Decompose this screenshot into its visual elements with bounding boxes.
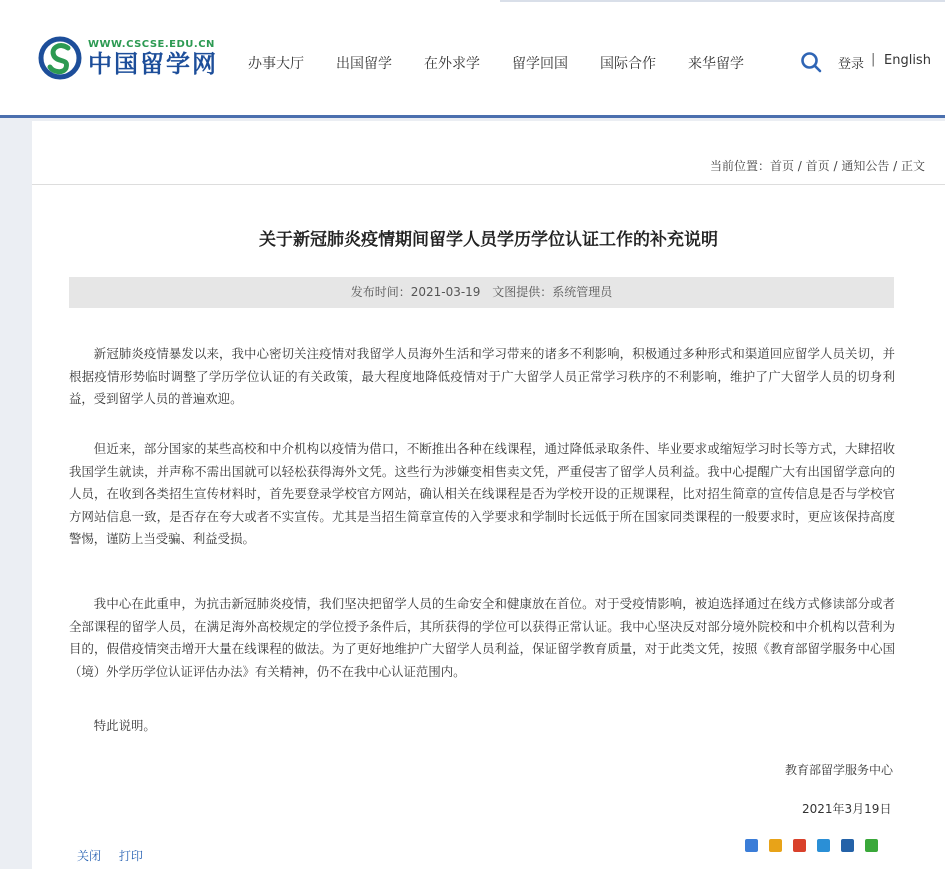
main-nav: [248, 53, 776, 73]
breadcrumb-bar: [32, 121, 945, 185]
article-actions: [77, 847, 157, 864]
publish-time: 发布时间：2021-03-19: [350, 285, 481, 299]
logo-url: WWW.CSCSE.EDU.CN: [88, 38, 215, 50]
breadcrumb: 当前位置：首页 / 首页 / 通知公告 / 正文: [709, 159, 925, 173]
article-paragraph: 但近来，部分国家的某些高校和中介机构以疫情为借口，不断推出各种在线课程，通过降低录取条件、毕业要求或缩短学习时长等方式，大肆招收我国学生就读，并声称不需出国就可以轻松获得海外文凭。这些行为涉嫌变相售卖文凭，严重侵害了留学人员利益。我中心提醒广大有出国留学意向的人员，在收到各类招生宣传材料时，首先要登录学校官方网站，确认相关在线课程是否为学校开设的正规课程，比对招生简章的宣传信息是否与学校官方网站信息一致，是否存在夸大或者不实宣传。尤其是当招生简章宣传的入学要求和学制时长远低于所在国家同类课程的一般要求时，更应该保持高度警惕，谨防上当受骗、利益受损。: [69, 441, 895, 546]
tqq-icon[interactable]: [817, 839, 830, 852]
header-top-line: [500, 0, 945, 2]
logo-emblem-icon: [38, 36, 82, 80]
share-plus-icon[interactable]: [745, 839, 758, 852]
nav-item[interactable]: 来华留学: [688, 56, 744, 72]
logo-name: 中国留学网: [88, 48, 218, 78]
qzone-icon[interactable]: [769, 839, 782, 852]
search-icon[interactable]: [800, 51, 822, 73]
site-header: [0, 0, 945, 118]
close-link[interactable]: 关闭: [77, 849, 102, 863]
article-paragraph: 我中心在此重申，为抗击新冠肺炎疫情，我们坚决把留学人员的生命安全和健康放在首位。对于受疫情影响，被迫选择通过在线方式修读部分或者全部课程的留学人员，在满足海外高校规定的学位授予条件后，其所获得的学位可以获得正常认证。我中心坚决反对部分境外院校和中介机构以营利为目的，假借疫情突击增开大量在线课程的做法。为了更好地维护广大留学人员利益，保证留学教育质量，对于此类文凭，按照《教育部留学服务中心国（境）外学历学位认证评估办法》有关精神，仍不在我中心认证范围内。: [69, 596, 895, 679]
print-link[interactable]: 打印: [118, 849, 143, 863]
nav-item[interactable]: 在外求学: [424, 56, 480, 72]
login-link[interactable]: 登录: [838, 57, 865, 72]
wechat-icon[interactable]: [865, 839, 878, 852]
content-provider: 文图提供：系统管理员: [492, 285, 613, 299]
signature-org: 教育部留学服务中心: [785, 763, 894, 777]
nav-item[interactable]: 办事大厅: [248, 56, 304, 72]
share-bar: [745, 839, 889, 852]
renren-icon[interactable]: [841, 839, 854, 852]
article-meta: [69, 277, 894, 308]
weibo-icon[interactable]: [793, 839, 806, 852]
article-title: 关于新冠肺炎疫情期间留学人员学历学位认证工作的补充说明: [259, 230, 718, 250]
nav-item[interactable]: 出国留学: [336, 56, 392, 72]
nav-item[interactable]: 留学回国: [512, 56, 568, 72]
article-panel: [32, 121, 945, 869]
nav-item[interactable]: 国际合作: [600, 56, 656, 72]
article-paragraph: 新冠肺炎疫情暴发以来，我中心密切关注疫情对我留学人员海外生活和学习带来的诸多不利影响，积极通过多种形式和渠道回应留学人员关切，并根据疫情形势临时调整了学历学位认证的有关政策，最大程度地降低疫情对于广大留学人员正常学习秩序的不利影响，维护了广大留学人员的切身利益，受到留学人员的普遍欢迎。: [69, 346, 895, 406]
signature-date: 2021年3月19日: [802, 802, 892, 816]
site-logo[interactable]: [38, 36, 218, 80]
article-paragraph: 特此说明。: [93, 718, 156, 733]
header-separator: |: [871, 52, 876, 67]
english-link[interactable]: English: [884, 53, 931, 68]
